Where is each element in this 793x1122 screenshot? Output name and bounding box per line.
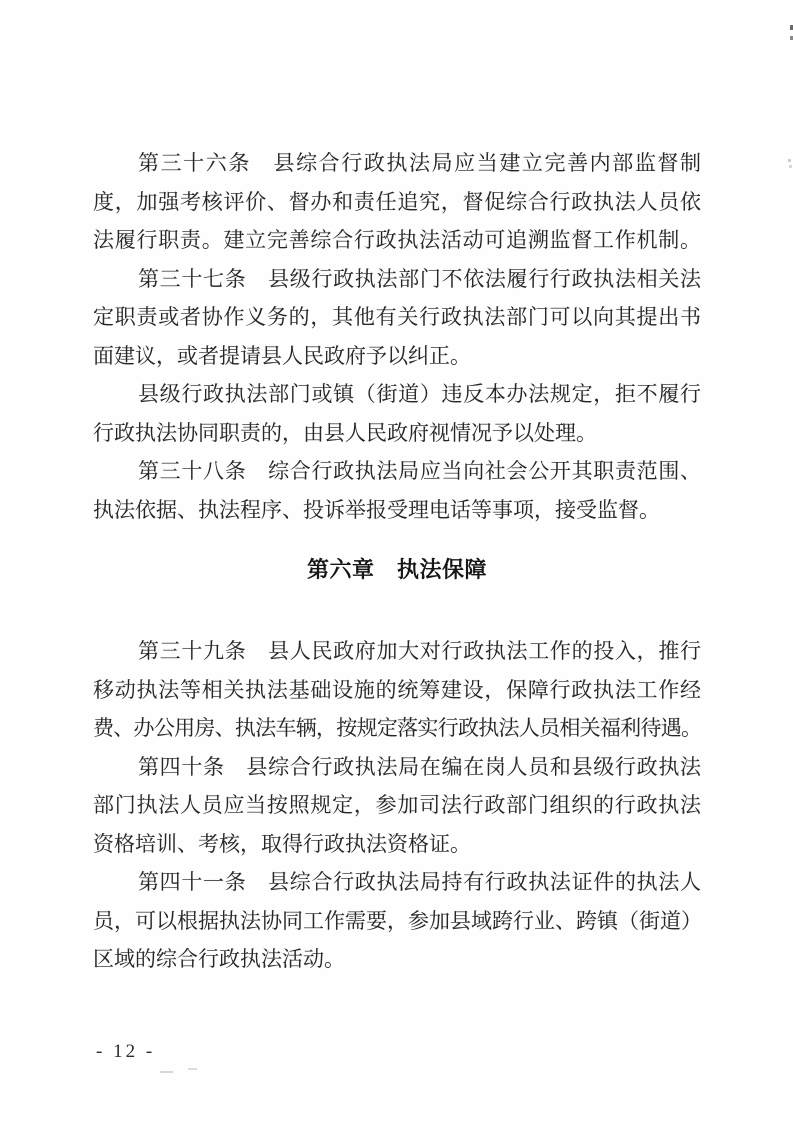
articles-block-bottom [93, 632, 701, 979]
text-line: 执法依据、执法程序、投诉举报受理电话等事项，接受监督。 [93, 497, 660, 522]
text-line: 定职责或者协作义务的，其他有关行政执法部门可以向其提出书 [93, 305, 701, 329]
text-line: 第四十条 县综合行政执法局在编在岗人员和县级行政执法 [138, 754, 701, 779]
scan-artifact [789, 165, 792, 168]
text-line: 行政执法协同职责的，由县人民政府视情况予以处理。 [93, 420, 597, 445]
text-line: 区域的综合行政执法活动。 [93, 947, 345, 971]
text-line: 第三十八条 综合行政执法局应当向社会公开其职责范围、 [138, 459, 701, 483]
text-line: 第三十九条 县人民政府加大对行政执法工作的投入，推行 [138, 639, 701, 663]
text-line: 县级行政执法部门或镇（街道）违反本办法规定，拒不履行 [138, 382, 701, 406]
text-line: 第三十六条 县综合行政执法局应当建立完善内部监督制 [138, 151, 701, 175]
text-line: 部门执法人员应当按照规定，参加司法行政部门组织的行政执法 [93, 793, 701, 817]
page-number: - 12 - [96, 1041, 156, 1062]
scan-artifact [160, 1071, 173, 1073]
text-line: 费、办公用房、执法车辆，按规定落实行政执法人员相关福利待遇。 [93, 716, 701, 740]
text-line: 员，可以根据执法协同工作需要，参加县域跨行业、跨镇（街道） [93, 908, 701, 933]
text-line: 移动执法等相关执法基础设施的统筹建设，保障行政执法工作经 [93, 677, 701, 702]
scan-artifact [788, 159, 791, 162]
text-line: 面建议，或者提请县人民政府予以纠正。 [93, 343, 471, 368]
text-line: 第四十一条 县综合行政执法局持有行政执法证件的执法人 [138, 870, 701, 894]
text-line: 度，加强考核评价、督办和责任追究，督促综合行政执法人员依 [93, 189, 701, 214]
chapter-heading: 第六章 执法保障 [306, 558, 487, 583]
text-line: 第三十七条 县级行政执法部门不依法履行行政执法相关法 [138, 266, 701, 291]
scan-artifact [188, 1068, 197, 1070]
articles-block-top [93, 144, 701, 529]
text-line: 资格培训、考核，取得行政执法资格证。 [93, 831, 471, 856]
text-line: 法履行职责。建立完善综合行政执法活动可追溯监督工作机制。 [93, 228, 701, 252]
